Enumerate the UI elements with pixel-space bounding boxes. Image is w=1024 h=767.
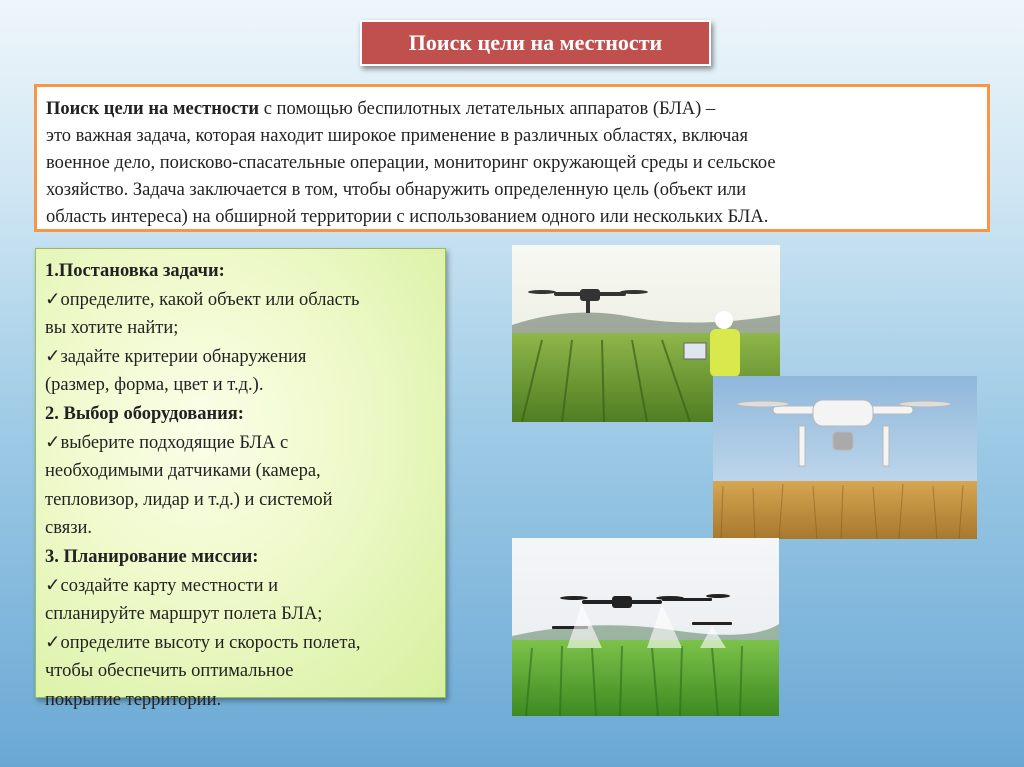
step-2-heading: 2. Выбор оборудования: xyxy=(45,403,244,424)
step-1-heading: 1.Постановка задачи: xyxy=(45,261,225,281)
step-3-item-2-line-2: чтобы обеспечить оптимальное xyxy=(45,661,294,682)
intro-line-1 xyxy=(46,96,978,123)
step-3-item-2-line-3: покрытие территории. xyxy=(45,689,222,710)
step-1-item-1-line-1: ✓определите, какой объект или область xyxy=(45,289,360,310)
intro-line-4: хозяйство. Задача заключается в том, чтобы обнаружить определенную цель (объект или xyxy=(46,180,747,200)
intro-line-2: это важная задача, которая находит широкое применение в различных областях, включая xyxy=(46,126,748,146)
drone-wheat-photo xyxy=(713,376,977,539)
slide-title xyxy=(360,20,711,66)
step-3-heading: 3. Планирование миссии: xyxy=(45,546,259,567)
step-1-item-2-line-2: (размер, форма, цвет и т.д.). xyxy=(45,375,264,396)
intro-line-5: область интереса) на обширной территории с использованием одного или нескольких БЛА. xyxy=(46,207,769,227)
slide-title-text: Поиск цели на местности xyxy=(408,30,663,55)
step-3-item-1-line-1: ✓создайте карту местности и xyxy=(45,575,279,596)
drones-corn-photo xyxy=(512,538,779,716)
intro-bold-lead: Поиск цели на местности xyxy=(46,99,260,119)
step-2-item-1-line-2: необходимыми датчиками (камера, xyxy=(45,461,321,482)
intro-text-box xyxy=(34,84,990,232)
intro-line-1-rest: с помощью беспилотных летательных аппаратов (БЛА) – xyxy=(259,99,716,119)
step-3-item-2-line-1: ✓определите высоту и скорость полета, xyxy=(45,632,361,653)
steps-box xyxy=(35,248,446,710)
step-2-item-1-line-4: связи. xyxy=(45,518,93,539)
step-2-item-1-line-1: ✓выберите подходящие БЛА с xyxy=(45,432,289,453)
step-1-item-2-line-1: ✓задайте критерии обнаружения xyxy=(45,346,307,367)
step-1-item-1-line-2: вы хотите найти; xyxy=(45,318,179,339)
step-3-item-1-line-2: спланируйте маршрут полета БЛА; xyxy=(45,604,323,625)
intro-line-3: военное дело, поисково-спасательные операции, мониторинг окружающей среды и сельское xyxy=(46,153,776,173)
step-2-item-1-line-3: тепловизор, лидар и т.д.) и системой xyxy=(45,489,333,510)
